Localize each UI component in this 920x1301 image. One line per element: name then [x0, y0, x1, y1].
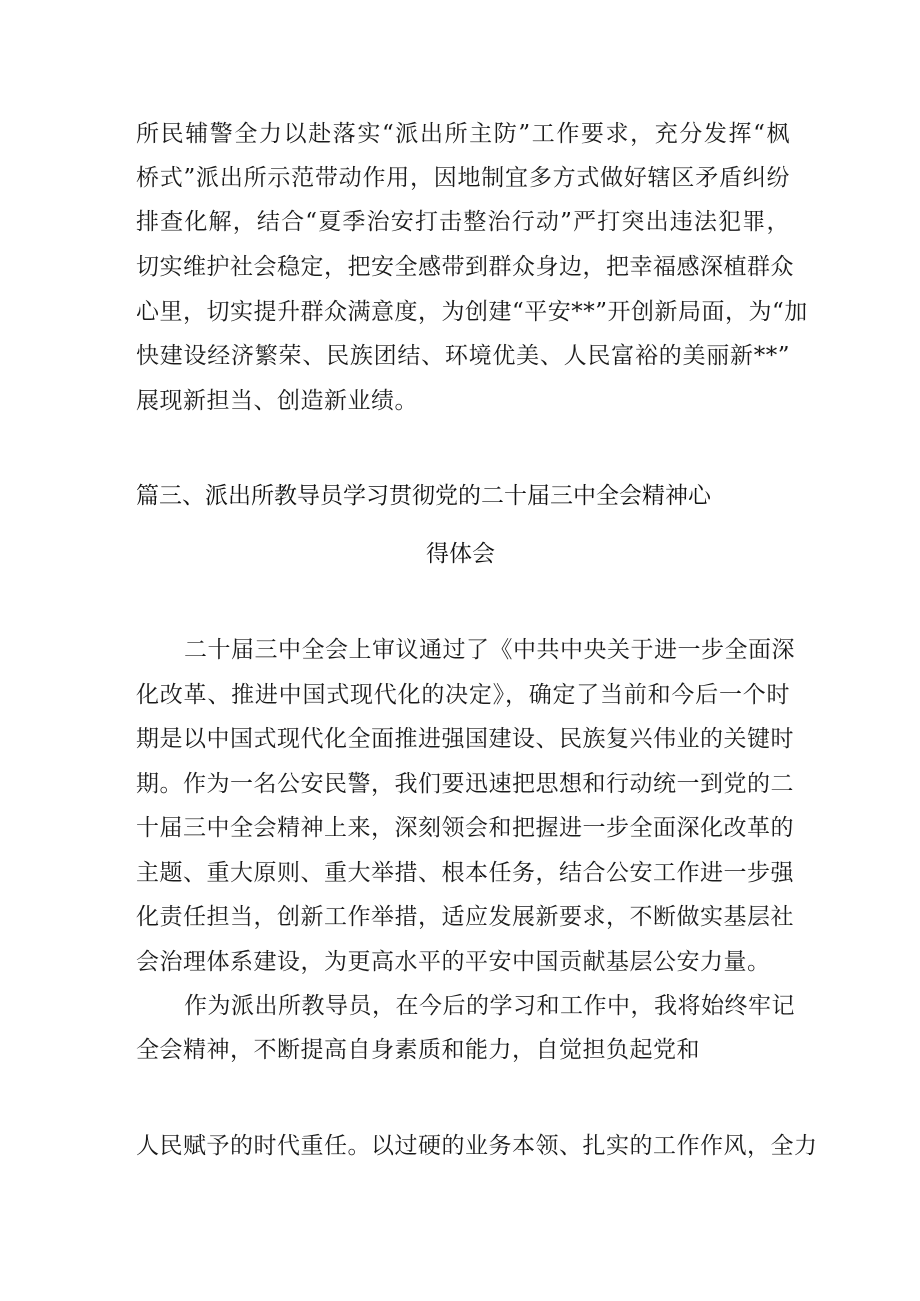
section-heading-line-2: 得体会: [426, 541, 495, 567]
text-line: 期是以中国式现代化全面推进强国建设、民族复兴伟业的关键时: [136, 726, 794, 752]
text-line: 切实维护社会稳定，把安全感带到群众身边，把幸福感深植群众: [136, 254, 794, 280]
section-heading-line-1: 篇三、派出所教导员学习贯彻党的二十届三中全会精神心: [136, 483, 711, 509]
text-line: 全会精神，不断提高自身素质和能力，自觉担负起党和: [136, 1037, 700, 1063]
text-line: 心里，切实提升群众满意度，为创建“平安**”开创新局面，为“加: [136, 299, 808, 325]
text-line: 化责任担当，创新工作举措，适应发展新要求，不断做实基层社: [136, 904, 794, 930]
text-line: 排查化解，结合“夏季治安打击整治行动”严打突出违法犯罪，: [136, 209, 790, 235]
text-line: 化改革、推进中国式现代化的决定》，确定了当前和今后一个时: [136, 682, 790, 708]
text-line: 快建设经济繁荣、民族团结、环境优美、人民富裕的美丽新**”: [136, 343, 790, 369]
text-line: 人民赋予的时代重任。以过硬的业务本领、扎实的工作作风，全力: [136, 1133, 818, 1159]
text-line: 作为派出所教导员，在今后的学习和工作中，我将始终牢记: [184, 993, 795, 1019]
text-line: 十届三中全会精神上来，深刻领会和把握进一步全面深化改革的: [136, 815, 794, 841]
text-line: 二十届三中全会上审议通过了《中共中央关于进一步全面深: [184, 637, 795, 663]
text-line: 桥式”派出所示范带动作用，因地制宜多方式做好辖区矛盾纠纷: [136, 165, 790, 191]
text-line: 会治理体系建设，为更高水平的平安中国贡献基层公安力量。: [136, 949, 771, 975]
text-line: 期。作为一名公安民警，我们要迅速把思想和行动统一到党的二: [136, 771, 794, 797]
text-line: 展现新担当、创造新业绩。: [136, 388, 418, 414]
text-line: 所民辅警全力以赴落实“派出所主防”工作要求，充分发挥“枫: [136, 121, 790, 147]
text-line: 主题、重大原则、重大举措、根本任务，结合公安工作进一步强: [136, 860, 794, 886]
